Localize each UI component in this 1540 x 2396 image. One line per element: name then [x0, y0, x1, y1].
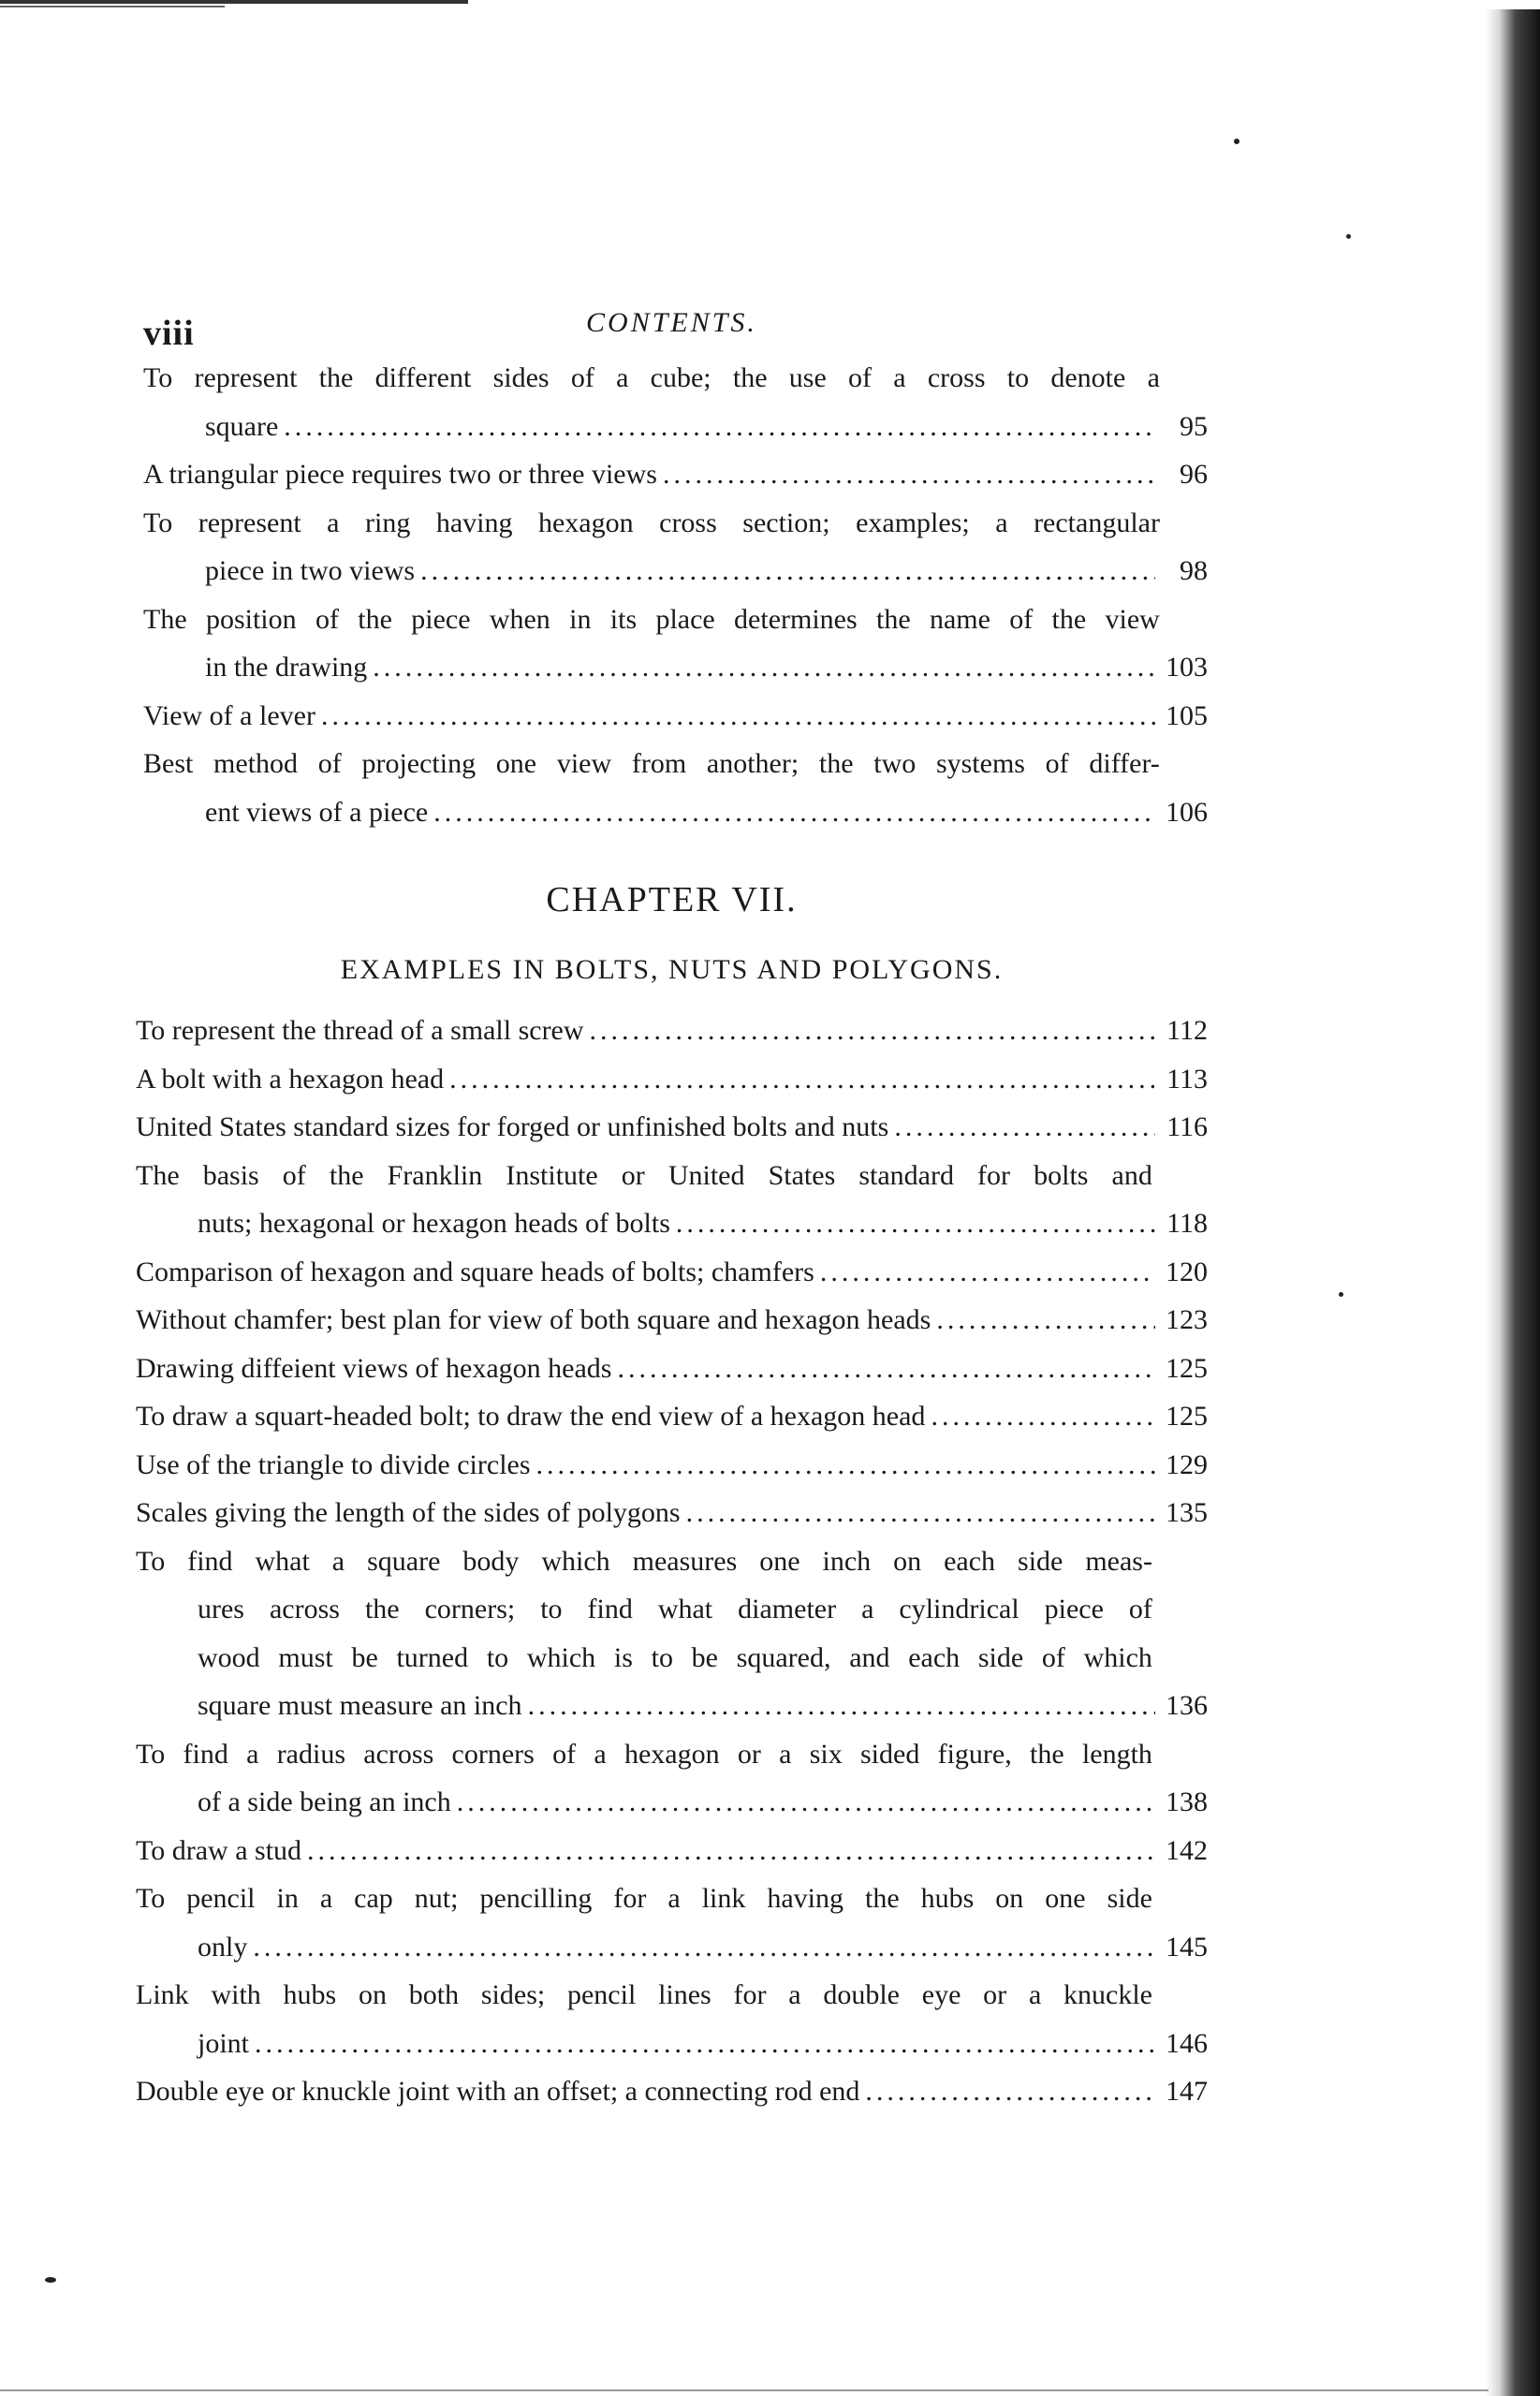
toc-entry-line	[136, 1007, 1208, 1055]
page-number: viii	[143, 314, 195, 353]
toc-entry-line	[136, 1345, 1208, 1393]
toc-entry-text: A bolt with a hexagon head	[136, 1063, 445, 1095]
dot-leader	[590, 1007, 1155, 1055]
page-edge-shadow	[1486, 9, 1540, 2396]
toc-entry-text: only	[198, 1931, 248, 1962]
toc-entry	[143, 595, 1208, 692]
toc-entry-line	[143, 788, 1208, 837]
toc-page-number: 96	[1180, 459, 1208, 490]
dot-leader	[936, 1296, 1155, 1345]
toc-entry	[136, 1248, 1208, 1297]
toc-page-number: 125	[1166, 1401, 1208, 1432]
page-content	[136, 298, 1208, 2116]
toc-entry-line	[143, 547, 1208, 595]
dot-leader	[676, 1199, 1155, 1248]
dot-leader	[457, 1778, 1155, 1827]
toc-page-number: 142	[1166, 1834, 1208, 1866]
toc-entry-line	[136, 1682, 1208, 1730]
toc-entry-text: ures across the corners; to find what diameter a cylindrical piece of	[198, 1594, 1152, 1624]
dot-leader	[528, 1682, 1155, 1730]
toc-entry-text: Drawing diffeient views of hexagon heads	[136, 1352, 612, 1384]
toc-page-number: 135	[1166, 1497, 1208, 1528]
toc-entry-line	[143, 450, 1208, 499]
toc-entry-text: To draw a stud	[136, 1834, 302, 1866]
toc-entry	[136, 1152, 1208, 1248]
dot-leader	[253, 1923, 1155, 1972]
toc-entry-line	[136, 1923, 1208, 1972]
toc-entry	[136, 2067, 1208, 2116]
toc-entry-text: A triangular piece requires two or three views	[143, 459, 657, 490]
toc-entry	[143, 499, 1208, 595]
toc-entry-line	[136, 1537, 1208, 1586]
toc-entry-text: To find what a square body which measures one inch on each side meas-	[136, 1545, 1152, 1577]
toc-entry-text: To represent a ring having hexagon cross section; examples; a rectangular	[143, 507, 1160, 538]
toc-entry-line	[136, 1634, 1208, 1683]
toc-entry-text: nuts; hexagonal or hexagon heads of bolts	[198, 1208, 670, 1239]
toc-page-number: 95	[1180, 410, 1208, 442]
dot-leader	[284, 403, 1155, 451]
toc-entry-line	[143, 403, 1208, 451]
toc-entry-line	[136, 1055, 1208, 1104]
chapter-subtitle: EXAMPLES IN BOLTS, NUTS AND POLYGONS.	[340, 954, 1004, 985]
toc-entry	[136, 1827, 1208, 1875]
dot-leader	[255, 2020, 1155, 2068]
toc-entry-text: Link with hubs on both sides; pencil lines for a double eye or a knuckle	[136, 1979, 1152, 2010]
ink-speck	[45, 2277, 56, 2283]
toc-entry-text: of a side being an inch	[198, 1786, 451, 1817]
toc-entry-line	[136, 1152, 1208, 1200]
toc-entry-text: wood must be turned to which is to be squared, and each side of which	[198, 1641, 1152, 1673]
dot-leader	[373, 643, 1155, 692]
toc-entry-line	[136, 1296, 1208, 1345]
toc-entry	[136, 1730, 1208, 1827]
toc-page-number: 113	[1166, 1063, 1208, 1095]
toc-page-number: 125	[1166, 1352, 1208, 1384]
toc-entry-line	[136, 1199, 1208, 1248]
toc-entry-text: To pencil in a cap nut; pencilling for a link having the hubs on one side	[136, 1883, 1152, 1914]
toc-entry-text: To represent the different sides of a cube; the use of a cross to denote a	[143, 362, 1160, 393]
toc-entry-line	[143, 354, 1208, 403]
toc-page-number: 146	[1166, 2027, 1208, 2059]
toc-page-number: 98	[1180, 555, 1208, 586]
chapter-title: CHAPTER VII.	[546, 880, 798, 919]
dot-leader	[820, 1248, 1155, 1297]
toc-page-number: 138	[1166, 1786, 1208, 1817]
toc-page-number: 112	[1166, 1015, 1208, 1046]
toc-entry	[136, 1537, 1208, 1730]
toc-page-number: 116	[1166, 1111, 1208, 1142]
dot-leader	[663, 450, 1155, 499]
dot-leader	[865, 2067, 1155, 2116]
toc-entry	[136, 1103, 1208, 1152]
page-header	[136, 298, 1208, 354]
toc-entry-line	[143, 643, 1208, 692]
toc-entry-line	[136, 2067, 1208, 2116]
toc-entry-text: Use of the triangle to divide circles	[136, 1448, 531, 1480]
toc-entry-text: United States standard sizes for forged or unfinished bolts and nuts	[136, 1111, 889, 1142]
dot-leader	[433, 788, 1155, 837]
toc-entry-text: Best method of projecting one view from another; the two systems of differ-	[143, 748, 1160, 779]
dot-leader	[617, 1345, 1155, 1393]
toc-entry-line	[143, 692, 1208, 741]
ink-speck	[1346, 234, 1351, 239]
toc-entry-text: Scales giving the length of the sides of polygons	[136, 1497, 681, 1528]
toc-entry-text: in the drawing	[205, 652, 368, 683]
running-title: CONTENTS.	[586, 307, 757, 338]
toc-entry-text: square must measure an inch	[198, 1690, 522, 1721]
toc-entry-line	[136, 1585, 1208, 1634]
toc-entry-line	[136, 1103, 1208, 1152]
toc-entry-line	[136, 1392, 1208, 1441]
toc-entry-text: To draw a squart-headed bolt; to draw the end view of a hexagon head	[136, 1401, 926, 1432]
toc-entry-line	[136, 1489, 1208, 1537]
toc-entry-line	[136, 1827, 1208, 1875]
ink-speck	[1234, 139, 1239, 144]
toc-entry	[136, 1441, 1208, 1490]
toc-entry-line	[136, 1971, 1208, 2020]
toc-entry-line	[143, 595, 1208, 644]
toc-entry	[136, 1345, 1208, 1393]
toc-entry-line	[136, 2020, 1208, 2068]
toc-entry-text: To represent the thread of a small screw	[136, 1015, 584, 1046]
toc-entry-line	[136, 1778, 1208, 1827]
toc-entry-text: ent views of a piece	[205, 796, 429, 828]
toc-entry-text: To find a radius across corners of a hexagon or a six sided figure, the length	[136, 1738, 1152, 1770]
ink-speck	[1339, 1292, 1343, 1297]
toc-page-number: 136	[1166, 1690, 1208, 1721]
toc-entry-text: joint	[198, 2027, 250, 2059]
bottom-rule	[0, 2389, 1489, 2391]
toc-entry	[136, 1874, 1208, 1971]
toc-page-number: 118	[1166, 1208, 1208, 1239]
toc-page-number: 106	[1166, 796, 1208, 828]
toc-entry-text: Comparison of hexagon and square heads of bolts; chamfers	[136, 1256, 814, 1287]
toc-entry-line	[136, 1874, 1208, 1923]
dot-leader	[894, 1103, 1155, 1152]
toc-entry-text: piece in two views	[205, 555, 416, 586]
toc-page-number: 105	[1166, 699, 1208, 731]
toc-entry-line	[136, 1730, 1208, 1779]
top-rule-secondary	[0, 6, 225, 7]
dot-leader	[686, 1489, 1155, 1537]
dot-leader	[321, 692, 1155, 741]
toc-entry-text: The position of the piece when in its place determines the name of the view	[143, 603, 1160, 635]
toc-entry	[143, 740, 1208, 836]
toc-entry	[136, 1971, 1208, 2067]
toc-section-2	[136, 1007, 1208, 2116]
toc-entry	[143, 692, 1208, 741]
toc-entry	[136, 1392, 1208, 1441]
toc-section-1	[143, 354, 1208, 836]
toc-page-number: 120	[1166, 1256, 1208, 1287]
toc-entry	[136, 1296, 1208, 1345]
toc-entry-text: The basis of the Franklin Institute or United States standard for bolts and	[136, 1159, 1152, 1191]
toc-entry	[136, 1055, 1208, 1104]
toc-entry	[136, 1489, 1208, 1537]
toc-page-number: 147	[1166, 2076, 1208, 2107]
toc-entry-line	[143, 740, 1208, 788]
toc-entry-line	[143, 499, 1208, 548]
toc-entry-line	[136, 1441, 1208, 1490]
dot-leader	[536, 1441, 1155, 1490]
toc-entry-text: Double eye or knuckle joint with an offset; a connecting rod end	[136, 2076, 860, 2107]
top-rule	[0, 0, 468, 4]
toc-entry-line	[136, 1248, 1208, 1297]
dot-leader	[449, 1055, 1155, 1104]
toc-page-number: 123	[1166, 1304, 1208, 1335]
dot-leader	[307, 1827, 1155, 1875]
toc-page-number: 145	[1166, 1931, 1208, 1962]
toc-entry-text: square	[205, 410, 279, 442]
dot-leader	[420, 547, 1155, 595]
dot-leader	[931, 1392, 1155, 1441]
toc-entry	[136, 1007, 1208, 1055]
toc-entry	[143, 354, 1208, 450]
toc-entry-text: Without chamfer; best plan for view of both square and hexagon heads	[136, 1304, 931, 1335]
toc-entry	[143, 450, 1208, 499]
toc-page-number: 103	[1166, 652, 1208, 683]
toc-page-number: 129	[1166, 1448, 1208, 1480]
toc-entry-text: View of a lever	[143, 699, 315, 731]
